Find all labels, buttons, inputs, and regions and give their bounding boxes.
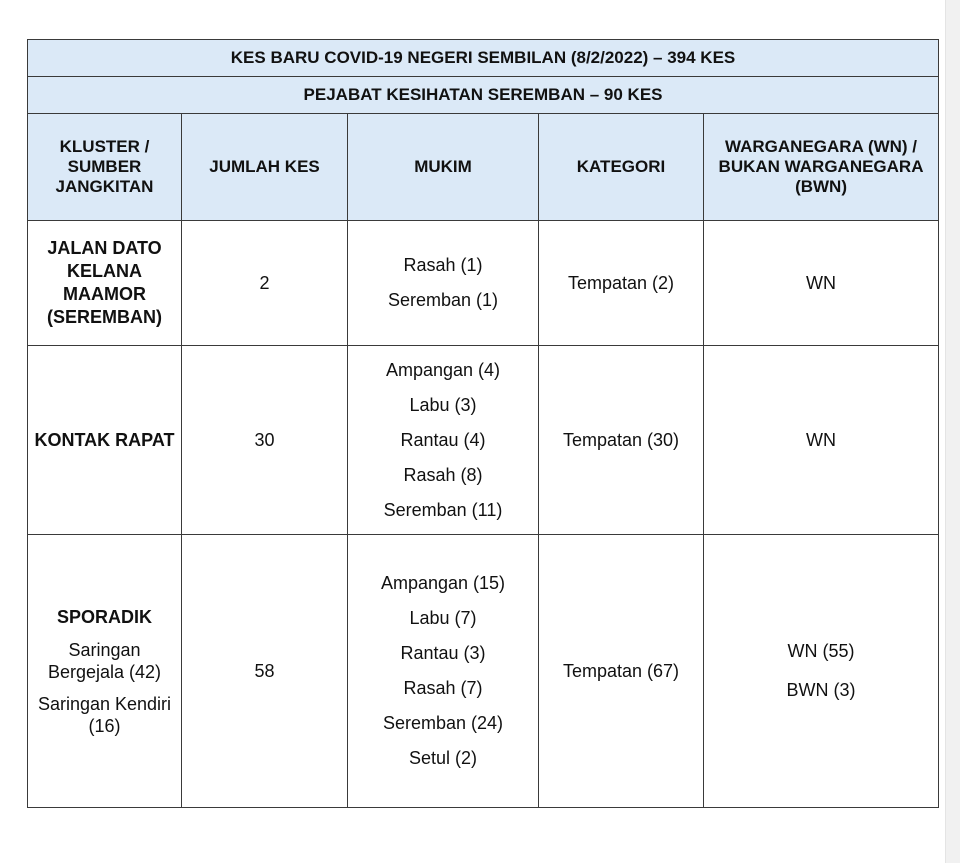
cluster-label: SPORADIK: [56, 606, 152, 627]
mukim-item: Seremban (1): [387, 290, 499, 310]
citizenship-item: WN (55): [787, 641, 855, 661]
subtitle-row: [28, 77, 939, 114]
cluster-cell: [28, 535, 182, 808]
title-row: [28, 40, 939, 77]
mukim-item: Setul (2): [408, 748, 478, 768]
cluster-label: JALAN DATO KELANA MAAMOR (SEREMBAN): [47, 238, 162, 327]
citizenship-cell: [704, 535, 939, 808]
mukim-cell: [348, 535, 539, 808]
mukim-item: Seremban (24): [382, 713, 504, 733]
cluster-label: KONTAK RAPAT: [34, 429, 175, 450]
cases-cell: 58: [182, 535, 348, 808]
mukim-item: Rantau (4): [400, 429, 486, 450]
table-row: [28, 221, 939, 346]
cluster-details: [34, 639, 175, 737]
mukim-item: Rasah (8): [403, 464, 483, 485]
category-cell: Tempatan (30): [539, 346, 704, 535]
citizenship-item: WN: [806, 429, 837, 450]
cases-cell: 30: [182, 346, 348, 535]
mukim-item: Rasah (7): [403, 678, 483, 698]
category-cell: Tempatan (2): [539, 221, 704, 346]
citizenship-cell: [704, 346, 939, 535]
header-row: [28, 114, 939, 221]
table-row: [28, 535, 939, 808]
table-title: KES BARU COVID-19 NEGERI SEMBILAN (8/2/2022) – 394 KES: [28, 40, 939, 77]
cluster-cell: [28, 221, 182, 346]
mukim-item: Rasah (1): [403, 255, 483, 275]
table-row: [28, 346, 939, 535]
category-cell: Tempatan (67): [539, 535, 704, 808]
header-cases: JUMLAH KES: [182, 114, 348, 221]
mukim-item: Seremban (11): [383, 499, 503, 520]
header-citizenship: WARGANEGARA (WN) / BUKAN WARGANEGARA (BWN): [704, 114, 939, 221]
cluster-detail-item: Saringan Kendiri (16): [37, 693, 172, 736]
covid-cases-table: [27, 39, 939, 808]
mukim-cell: [348, 221, 539, 346]
citizenship-cell: [704, 221, 939, 346]
cluster-cell: [28, 346, 182, 535]
header-mukim: MUKIM: [348, 114, 539, 221]
mukim-item: Ampangan (4): [385, 359, 501, 380]
citizenship-item: WN: [806, 272, 837, 293]
mukim-cell: [348, 346, 539, 535]
header-cluster: KLUSTER / SUMBER JANGKITAN: [28, 114, 182, 221]
mukim-item: Rantau (3): [400, 643, 486, 663]
cluster-detail-item: Saringan Bergejala (42): [47, 639, 162, 682]
citizenship-item: BWN (3): [786, 680, 856, 700]
cases-cell: 2: [182, 221, 348, 346]
table-subtitle: PEJABAT KESIHATAN SEREMBAN – 90 KES: [28, 77, 939, 114]
mukim-item: Ampangan (15): [380, 573, 506, 593]
header-category: KATEGORI: [539, 114, 704, 221]
mukim-item: Labu (3): [409, 394, 477, 415]
page-edge-strip: [945, 0, 960, 863]
mukim-item: Labu (7): [409, 608, 477, 628]
